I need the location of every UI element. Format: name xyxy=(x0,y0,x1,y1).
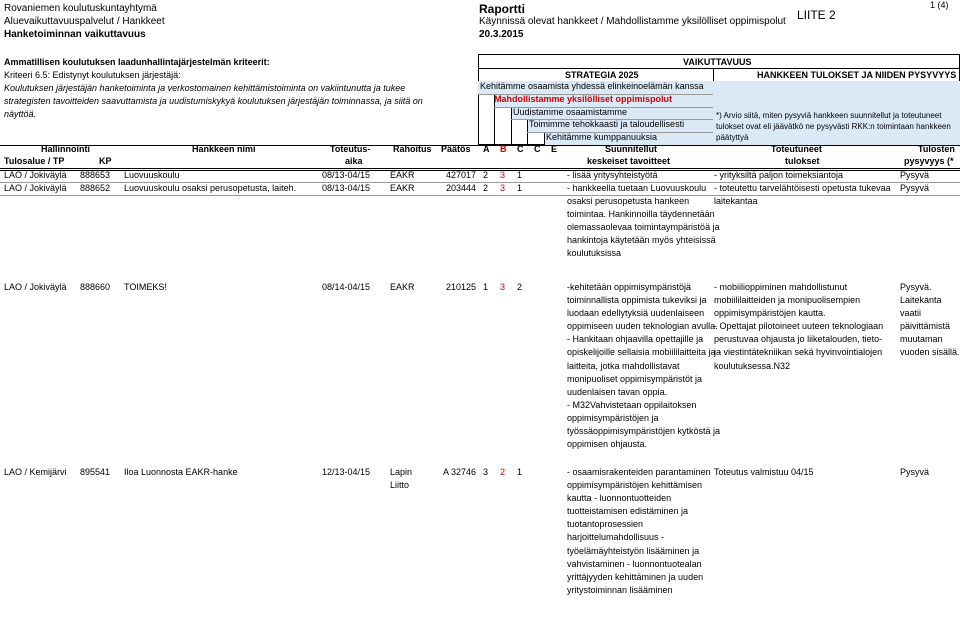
cell-paatos: 427017 xyxy=(445,170,476,180)
cell-project-name: Luovuuskoulu xyxy=(124,170,180,180)
cell-goals-line: osaksi perusopetusta hankeen xyxy=(567,196,690,207)
cell-b: 2 xyxy=(500,467,506,477)
cell-goals-line: työelämäyhteistyön lisääminen ja xyxy=(567,545,700,556)
cell-permanence-line: vuoden sisällä. xyxy=(900,347,960,358)
cell-kp: 888652 xyxy=(80,183,111,193)
cell-c: 1 xyxy=(517,183,523,193)
results-note-line-1: *) Arvio siitä, miten pysyviä hankkeen suunnitellut ja toteutuneet xyxy=(716,111,942,120)
cell-a: 3 xyxy=(483,467,489,477)
cell-results-line: laitekantaa xyxy=(714,196,758,207)
criterion-desc-line-3: näyttöä. xyxy=(4,109,37,119)
strategy-item-1: Kehitämme osaamista yhdessä elinkeinoelämän kanssa xyxy=(478,81,713,94)
impact-title: VAIKUTTAVUUS xyxy=(683,57,752,67)
cell-tulosalue: LAO / Jokiväylä xyxy=(4,282,67,292)
cell-a: 2 xyxy=(483,183,489,193)
org-name: Rovaniemen koulutuskuntayhtymä xyxy=(4,3,157,14)
col-c2: C xyxy=(534,144,541,154)
cell-goals-line: - Hankitaan ohjaavilla opettajille ja xyxy=(567,334,704,345)
col-pysyvyys: pysyvyys (* xyxy=(904,156,954,166)
report-title: Raportti xyxy=(479,2,525,16)
row-divider xyxy=(0,195,960,196)
criterion-desc-line-2: strategisten tavoitteiden saavuttamista ja uudistumiskykyä koulutuksen järjestäjän toiminnassa, ja siitä on xyxy=(4,96,423,106)
cell-permanence-line: muutaman xyxy=(900,334,943,345)
cell-results-line: ja viestintätekniikan sekä hyvinvointialojen xyxy=(714,347,883,358)
cell-goals-line: oppimiseen uuden teknologian avulla. xyxy=(567,321,718,332)
cell-toteutusaika: 08/13-04/15 xyxy=(322,183,371,193)
cell-goals-line: - M32Vahvistetaan oppilaitoksen xyxy=(567,399,697,410)
cell-goals-line: oppimisympäristöjen kehittämisen xyxy=(567,480,703,491)
cell-goals-line: - hankkeella tuetaan Luovuuskoulu xyxy=(567,183,707,193)
cell-goals-line: oppimisen ohjausta. xyxy=(567,439,648,450)
org-unit: Aluevaikuttavuuspalvelut / Hankkeet xyxy=(4,16,165,27)
cell-results-line: - Opettajat pilotoineet uuteen teknologiaan xyxy=(714,321,884,332)
cell-goals-line: uudenlaisen tavan oppia. xyxy=(567,386,668,397)
cell-kp: 888660 xyxy=(80,282,111,292)
cell-results-line: - toteutettu tarvelähtöisesti opetusta tukevaa xyxy=(714,183,891,193)
cell-goals-line: oppimisympäristöjen ja xyxy=(567,412,659,423)
cell-goals-line: tuotteistamisen edistäminen ja xyxy=(567,506,689,517)
strategy-item-4: Toimimme tehokkaasti ja taloudellisesti xyxy=(527,119,713,132)
cell-a: 2 xyxy=(483,170,489,180)
col-b: B xyxy=(500,144,507,154)
cell-rahoitus xyxy=(390,182,415,195)
cell-results-line: koulutuksessa.N32 xyxy=(714,360,791,371)
page-number: 1 (4) xyxy=(930,0,949,10)
cell-permanence xyxy=(900,466,929,479)
col-e: E xyxy=(551,144,558,154)
col-a: A xyxy=(483,144,490,154)
cell-paatos: 210125 xyxy=(445,282,476,292)
cell-b: 3 xyxy=(500,183,506,193)
results-title: HANKKEEN TULOKSET JA NIIDEN PYSYVYYS xyxy=(757,70,957,80)
col-suunnitellut: Suunnitellut xyxy=(605,144,657,154)
cell-permanence xyxy=(900,169,929,182)
cell-goals-line: työssäoppimisympäristöjen kytköstä ja xyxy=(567,426,721,437)
cell-paatos: 203444 xyxy=(445,183,476,193)
col-tulosten: Tulosten xyxy=(918,144,955,154)
cell-rahoitus-line: EAKR xyxy=(390,170,415,180)
cell-tulosalue: LAO / Jokiväylä xyxy=(4,170,67,180)
col-toteutus: Toteutus- xyxy=(330,144,371,154)
cell-permanence xyxy=(900,182,929,195)
cell-goals-line: vahvistaminen - luonnontuotealan xyxy=(567,558,702,569)
cell-c: 1 xyxy=(517,467,523,477)
cell-goals-line: opiskelijoille sellaisia mobiililaitteita ja - xyxy=(567,347,722,358)
cell-kp: 888653 xyxy=(80,170,111,180)
col-c1: C xyxy=(517,144,524,154)
cell-goals-line: kautta - luonnontuotteiden xyxy=(567,493,672,504)
cell-goals-line: olemassaolevaa toimintaympäristöä ja xyxy=(567,222,720,233)
cell-rahoitus xyxy=(390,281,415,294)
report-date: 20.3.2015 xyxy=(479,29,524,40)
col-tulosalue: Tulosalue / TP xyxy=(4,156,65,166)
cell-c: 2 xyxy=(517,282,523,292)
cell-toteutusaika: 08/14-04/15 xyxy=(322,282,371,292)
results-note-line-3: päätyttyä xyxy=(716,133,749,142)
cell-b: 3 xyxy=(500,282,506,292)
cell-permanence-line: päivittämistä xyxy=(900,321,951,332)
cell-a: 1 xyxy=(483,282,489,292)
cell-results xyxy=(714,281,883,373)
cell-kp: 895541 xyxy=(80,467,111,477)
cell-goals-line: koulutuksissa xyxy=(567,248,622,259)
cell-results-line: - mobiilioppiminen mahdollistunut xyxy=(714,282,848,292)
cell-permanence-line: Pysyvä xyxy=(900,183,930,193)
col-paatos: Päätös xyxy=(441,144,471,154)
col-suunnitellut-2: keskeiset tavoitteet xyxy=(587,156,671,166)
cell-goals-line: - osaamisrakenteiden parantaminen xyxy=(567,467,711,477)
cell-permanence-line: vaatii xyxy=(900,308,922,319)
cell-results-line: oppimisympäristöjen kautta. xyxy=(714,308,826,319)
cell-c: 1 xyxy=(517,170,523,180)
cell-goals-line: laitteita, jotka mahdollistavat xyxy=(567,360,680,371)
cell-project-name: TOIMEKS! xyxy=(124,282,167,292)
col-nimi: Hankkeen nimi xyxy=(192,144,256,154)
cell-toteutusaika: 12/13-04/15 xyxy=(322,467,371,477)
cell-goals-line: tuotantoprosessien xyxy=(567,519,644,530)
cell-tulosalue: LAO / Jokiväylä xyxy=(4,183,67,193)
cell-goals-line: toiminnallista oppimista tukeviksi ja xyxy=(567,295,707,306)
strategy-item-3: Uudistamme osaamistamme xyxy=(511,107,713,120)
cell-permanence-line: Pysyvä xyxy=(900,170,930,180)
strategy-item-2: Mahdollistamme yksilölliset oppimispolut xyxy=(494,94,713,107)
cell-toteutusaika: 08/13-04/15 xyxy=(322,170,371,180)
cell-permanence-line: Laitekanta xyxy=(900,295,942,306)
cell-permanence xyxy=(900,281,960,360)
cell-paatos: A 32746 xyxy=(442,467,476,477)
strategy-item-5: Kehitämme kumppanuuksia xyxy=(544,132,713,145)
department: Hanketoiminnan vaikuttavuus xyxy=(4,29,146,40)
col-hallinnointi: Hallinnointi xyxy=(41,144,90,154)
cell-rahoitus-line: Lapin xyxy=(390,467,413,477)
col-toteutuneet: Toteutuneet xyxy=(771,144,822,154)
criterion-desc-line-1: Koulutuksen järjestäjän hanketoiminta ja verkostomainen kehittämistoiminta on vakiintunutta ja tukee xyxy=(4,83,406,93)
cell-goals-line: yrittäjyyden kehittäminen ja uuden xyxy=(567,571,704,582)
cell-goals-line: toimintaa. Hankinnoilla täydennetään xyxy=(567,209,715,220)
cell-results-line: Toteutus valmistuu 04/15 xyxy=(714,467,814,477)
strategy-title: STRATEGIA 2025 xyxy=(565,70,639,80)
cell-goals xyxy=(567,281,721,451)
cell-goals-line: hankintoja käytetään myös yhteisissä xyxy=(567,235,716,246)
cell-results-line: - yrityksiltä paljon toimeksiantoja xyxy=(714,170,844,180)
row-divider xyxy=(0,182,960,183)
cell-rahoitus-line: EAKR xyxy=(390,282,415,292)
cell-tulosalue: LAO / Kemijärvi xyxy=(4,467,67,477)
col-kp: KP xyxy=(99,156,112,166)
cell-goals xyxy=(567,466,711,597)
cell-rahoitus-line: EAKR xyxy=(390,183,415,193)
cell-results xyxy=(714,169,843,182)
cell-goals-line: -kehitetään oppimisympäristöjä xyxy=(567,282,692,292)
cell-goals-line: yritystoiminnan lisääminen xyxy=(567,584,673,595)
col-toteutuneet-2: tulokset xyxy=(785,156,820,166)
cell-goals xyxy=(567,169,658,182)
cell-permanence-line: Pysyvä xyxy=(900,467,930,477)
cell-project-name: Iloa Luonnosta EAKR-hanke xyxy=(124,467,238,477)
cell-goals-line: harjoittelumahdollisuus - xyxy=(567,532,665,543)
criterion: Kriteeri 6.5: Edistynyt koulutuksen järjestäjä: xyxy=(4,70,181,80)
cell-project-name: Luovuuskoulu osaksi perusopetusta, laiteh. xyxy=(124,183,297,193)
cell-results-line: mobiililaitteiden ja monipuolisempien xyxy=(714,295,861,306)
cell-results xyxy=(714,466,814,479)
col-rahoitus: Rahoitus xyxy=(393,144,432,154)
cell-rahoitus xyxy=(390,466,412,492)
report-subtitle: Käynnissä olevat hankkeet / Mahdollistamme yksilölliset oppimispolut xyxy=(479,16,786,27)
cell-goals-line: monipuoliset oppimisympäristöt ja xyxy=(567,373,703,384)
col-toteutus-aika: aika xyxy=(345,156,363,166)
appendix-label: LIITE 2 xyxy=(797,8,836,22)
cell-rahoitus xyxy=(390,169,415,182)
cell-goals xyxy=(567,182,720,261)
cell-permanence-line: Pysyvä. xyxy=(900,282,932,292)
cell-results-line: perustuvaa ohjausta jo liiketalouden, tieto- xyxy=(714,334,883,345)
cell-b: 3 xyxy=(500,170,506,180)
criteria-title: Ammatillisen koulutuksen laadunhallintajärjestelmän kriteerit: xyxy=(4,57,270,67)
cell-rahoitus-line: Liitto xyxy=(390,480,410,491)
cell-goals-line: - lisää yritysyhteistyötä xyxy=(567,170,658,180)
cell-goals-line: luodaan edellytyksiä uudenlaiseen xyxy=(567,308,705,319)
results-note-line-2: tulokset ovat eli jäävätkö ne pysyvästi RKK:n toimintaan hankkeen xyxy=(716,122,951,131)
